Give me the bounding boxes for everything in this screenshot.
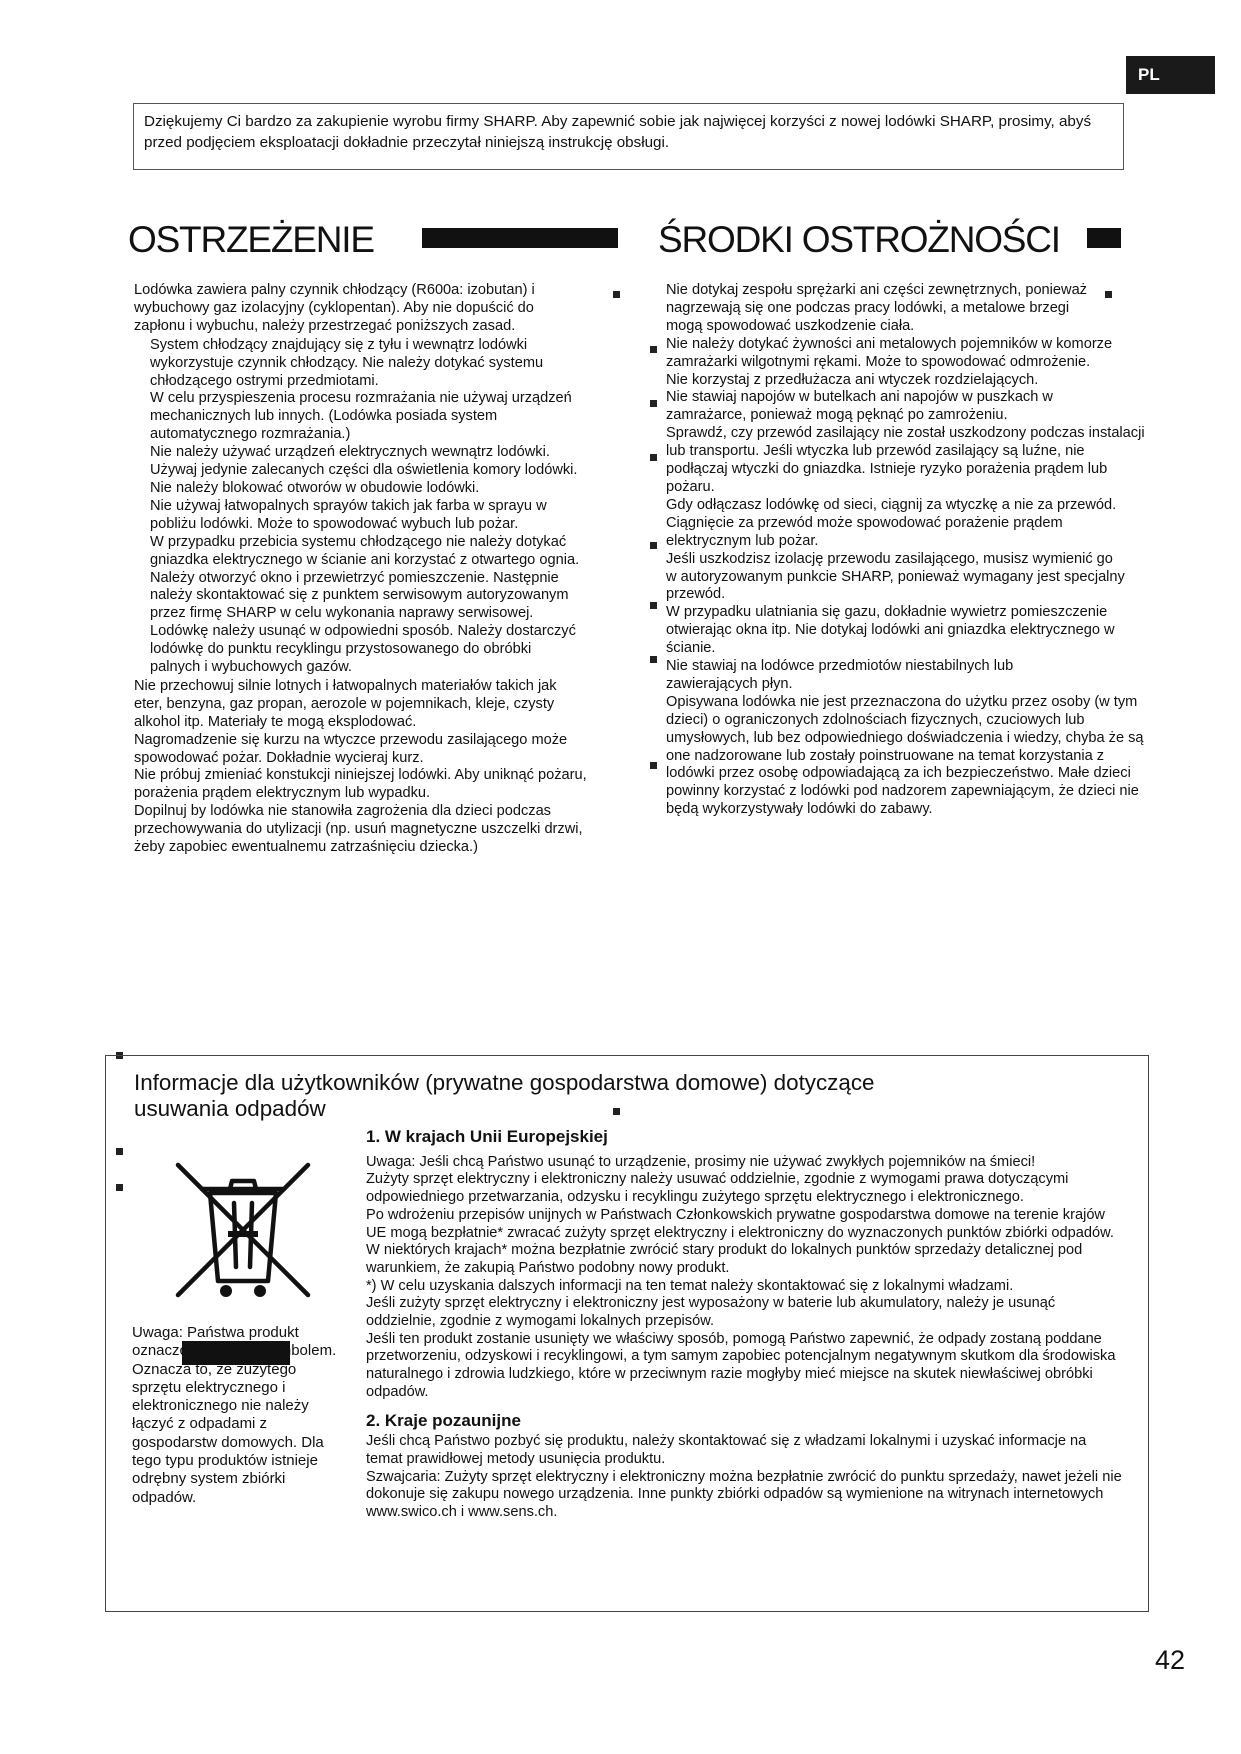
precaution-item: Nie stawiaj napojów w butelkach ani napojów w puszkach w zamrażarce, ponieważ mogą pęknąć po zamrożeniu. bbox=[666, 389, 1053, 424]
section-paragraph: Jeśli chcą Państwo pozbyć się produktu, należy skontaktować się z władzami lokalnymi i uzyskać informacje na temat prawidłowej metody usunięcia produktu. bbox=[366, 1433, 1087, 1467]
disposal-note: Uwaga: Państwa produkt oznaczony jest tym symbolem. Oznacza to, że zużytego sprzętu elektrycznego i elektronicznego nie należy łączyć z odpadami z gospodarstw domowych. Dla tego typu produktów istnieje odrębny system zbiórki odpadów. bbox=[132, 1324, 337, 1506]
bullet-square-icon bbox=[650, 762, 657, 769]
section-paragraph: *) W celu uzyskania dalszych informacji na ten temat należy skontaktować się z lokalnymi władzami. bbox=[366, 1277, 1014, 1294]
warning-sub-item: System chłodzący znajdujący się z tyłu i wewnątrz lodówki wykorzystuje czynnik chłodzący. Nie należy dotykać systemu chłodzącego ostrymi przedmiotami. bbox=[150, 336, 544, 389]
warning-sub-item: W celu przyspieszenia procesu rozmrażania nie używaj urządzeń mechanicznych lub innych. (Lodówka posiada system automatycznego rozmrażania.) bbox=[150, 390, 572, 443]
section-paragraph: Po wdrożeniu przepisów unijnych w Państwach Członkowskich prywatne gospodarstwa domowe na terenie krajów UE mogą bezpłatnie* zwracać zużyty sprzęt elektryczny i elektroniczny do wyznaczonych punktów zbiórki odpadów. W niektórych krajach* można bezpłatnie zwrócić stary produkt do lokalnych punktów sprzedaży detalicznej pod warunkiem, że zakupią Państwo podobny nowy produkt. bbox=[366, 1206, 1114, 1276]
intro-box: Dziękujemy Ci bardzo za zakupienie wyrobu firmy SHARP. Aby zapewnić sobie jak najwięcej korzyści z nowej lodówki SHARP, prosimy, abyś przed podjęciem eksploatacji dokładnie przeczytał niniejszą instrukcję obsługi. bbox=[133, 103, 1124, 170]
warning-heading-bar bbox=[422, 228, 618, 248]
page-number: 42 bbox=[1155, 1645, 1186, 1675]
disposal-title-line: usuwania odpadów bbox=[134, 1096, 326, 1121]
warning-heading: OSTRZEŻENIE bbox=[128, 219, 374, 260]
section-paragraph: Uwaga: Jeśli chcą Państwo usunąć to urządzenie, prosimy nie używać zwykłych pojemników na śmieci! bbox=[366, 1153, 1036, 1170]
disposal-info-box bbox=[105, 1055, 1149, 1612]
section-paragraph: Szwajcaria: Zużyty sprzęt elektryczny i elektroniczny można bezpłatnie zwrócić do punktu sprzedaży, nawet jeżeli nie dokonuje się zakupu nowego urządzenia. Inne punkty zbiórki odpadów są wymienione na witrynach internetowych www.swico.ch i www.sens.ch. bbox=[366, 1468, 1122, 1521]
warning-item: Dopilnuj by lodówka nie stanowiła zagrożenia dla dzieci podczas przechowywania do utylizacji (np. usuń magnetyczne uszczelki drzwi, żeby zapobiec ewentualnemu zatrzaśnięciu dziecka.) bbox=[134, 803, 583, 856]
warning-item: Nie próbuj zmieniać konstukcji niniejszej lodówki. Aby uniknąć pożaru, porażenia prądem elektrycznym lub wypadku. bbox=[134, 767, 587, 802]
bullet-square-icon bbox=[650, 400, 657, 407]
section-paragraph: Zużyty sprzęt elektryczny i elektroniczny należy usuwać oddzielnie, zgodnie z wymogami prawa dotyczącymi odpowiedniego przetwarzania, odzysku i recyklingu zużytego sprzętu elektrycznego i elektronicznego. bbox=[366, 1171, 1069, 1206]
bullet-square-icon bbox=[613, 291, 620, 298]
section-paragraph: Jeśli zużyty sprzęt elektryczny i elektroniczny jest wyposażony w baterie lub akumulatory, należy je usunąć oddzielnie, zgodnie z wymogami lokalnych przepisów. bbox=[366, 1295, 1056, 1330]
warning-sub-item: W przypadku przebicia systemu chłodzącego nie należy dotykać gniazdka elektrycznego w ścianie ani korzystać z otwartego ognia. Należy otworzyć okno i przewietrzyć pomieszczenie. Następnie należy skontaktować się z punktem serwisowym autoryzowanym przez firmę SHARP w celu wykonania naprawy serwisowej. bbox=[150, 533, 580, 622]
disposal-title-line: Informacje dla użytkowników (prywatne gospodarstwa domowe) dotyczące bbox=[134, 1070, 875, 1095]
section-heading: 1. W krajach Unii Europejskiej bbox=[366, 1127, 608, 1146]
warning-column bbox=[134, 282, 604, 857]
precaution-item: Jeśli uszkodzisz izolację przewodu zasilającego, musisz wymienić go w autoryzowanym punkcie SHARP, ponieważ wymagany jest specjalny przewód. bbox=[666, 550, 1125, 603]
precaution-item: Gdy odłączasz lodówkę od sieci, ciągnij za wtyczkę a nie za przewód. Ciągnięcie za przewód może spowodować porażenie prądem elektrycznym lub pożar. bbox=[666, 496, 1117, 549]
precaution-item: Nie dotykaj zespołu sprężarki ani części zewnętrznych, ponieważ nagrzewają się one podczas pracy lodówki, a metalowe brzegi mogą spowodować uszkodzenie ciała. bbox=[666, 282, 1087, 334]
warning-item: Nagromadzenie się kurzu na wtyczce przewodu zasilającego może spowodować pożar. Dokładnie wycieraj kurz. bbox=[134, 731, 568, 766]
bullet-square-icon bbox=[650, 346, 657, 353]
precaution-item: Nie korzystaj z przedłużacza ani wtyczek rozdzielających. bbox=[666, 371, 1039, 388]
precaution-item: Opisywana lodówka nie jest przeznaczona do użytku przez osoby (w tym dzieci) o ograniczonych zdolnościach fizycznych, czuciowych lub umysłowych, lub bez odpowiedniego doświadczenia i wiedzy, chyba że są one nadzorowane lub zostały poinstruowane na temat korzystania z lodówki przez osobę odpowiadającą za ich bezpieczeństwo. Małe dzieci powinny korzystać z lodówki pod nadzorem zapewniającym, że dzieci nie będą wykorzystywały lodówki do zabawy. bbox=[666, 693, 1144, 818]
bullet-square-icon bbox=[650, 454, 657, 461]
language-tab: PL bbox=[1126, 56, 1215, 94]
section-heading: 2. Kraje pozaunijne bbox=[366, 1410, 521, 1430]
disposal-details bbox=[366, 1128, 1126, 1522]
warning-sub-item: Nie używaj łatwopalnych sprayów takich jak farba w sprayu w pobliżu lodówki. Może to spowodować wybuch lub pożar. bbox=[150, 497, 547, 532]
precaution-item: Nie stawiaj na lodówce przedmiotów niestabilnych lub zawierających płyn. bbox=[666, 658, 1014, 692]
warning-sub-item: Nie należy używać urządzeń elektrycznych wewnątrz lodówki. bbox=[150, 444, 550, 461]
section-paragraph: Jeśli ten produkt zostanie usunięty we właściwy sposób, pomogą Państwo zapewnić, że odpady zostaną poddane przetworzeniu, odzyskowi i recyklingowi, a tym samym zapobiec potencjalnym negatywnym skutkom dla środowiska naturalnego i zdrowia ludzkiego, które w przeciwnym razie mogłyby mieć miejsce na skutek niewłaściwej obróbki odpadów. bbox=[366, 1330, 1116, 1400]
bullet-square-icon bbox=[650, 656, 657, 663]
bullet-square-icon bbox=[650, 542, 657, 549]
bullet-square-icon bbox=[650, 602, 657, 609]
precaution-item: Sprawdź, czy przewód zasilający nie został uszkodzony podczas instalacji lub transportu. Jeśli wtyczka lub przewód zasilający są luźne, nie podłączaj wtyczki do gniazdka. Istnieje ryzyko porażenia prądem lub pożaru. bbox=[666, 425, 1145, 495]
precautions-heading: ŚRODKI OSTROŻNOŚCI bbox=[658, 219, 1060, 260]
warning-sub-item: Nie należy blokować otworów w obudowie lodówki. bbox=[150, 479, 480, 496]
disposal-title bbox=[134, 1070, 874, 1122]
warning-sub-item: Lodówkę należy usunąć w odpowiedni sposób. Należy dostarczyć lodówkę do punktu recyklingu przystosowanego do obróbki palnych i wybuchowych gazów. bbox=[150, 623, 576, 676]
precautions-column bbox=[666, 282, 1146, 819]
warning-intro-paragraph: Lodówka zawiera palny czynnik chłodzący (R600a: izobutan) i wybuchowy gaz izolacyjny (cyklopentan). Aby nie dopuścić do zapłonu i wybuchu, należy przestrzegać poniższych zasad. bbox=[134, 282, 535, 334]
warning-sub-item: Używaj jedynie zalecanych części dla oświetlenia komory lodówki. bbox=[150, 462, 578, 479]
precaution-item: Nie należy dotykać żywności ani metalowych pojemników w komorze zamrażarki wilgotnymi rękami. Może to spowodować odmrożenie. bbox=[666, 335, 1113, 370]
precautions-heading-bar bbox=[1087, 228, 1121, 248]
precaution-item: W przypadku ulatniania się gazu, dokładnie wywietrz pomieszczenie otwierając okna itp. Nie dotykaj lodówki ani gniazdka elektrycznego w ścianie. bbox=[666, 604, 1115, 657]
warning-item: Nie przechowuj silnie lotnych i łatwopalnych materiałów takich jak eter, benzyna, gaz propan, aerozole w pojemnikach, kleje, czysty alkohol itp. Materiały te mogą eksplodować. bbox=[134, 677, 557, 730]
